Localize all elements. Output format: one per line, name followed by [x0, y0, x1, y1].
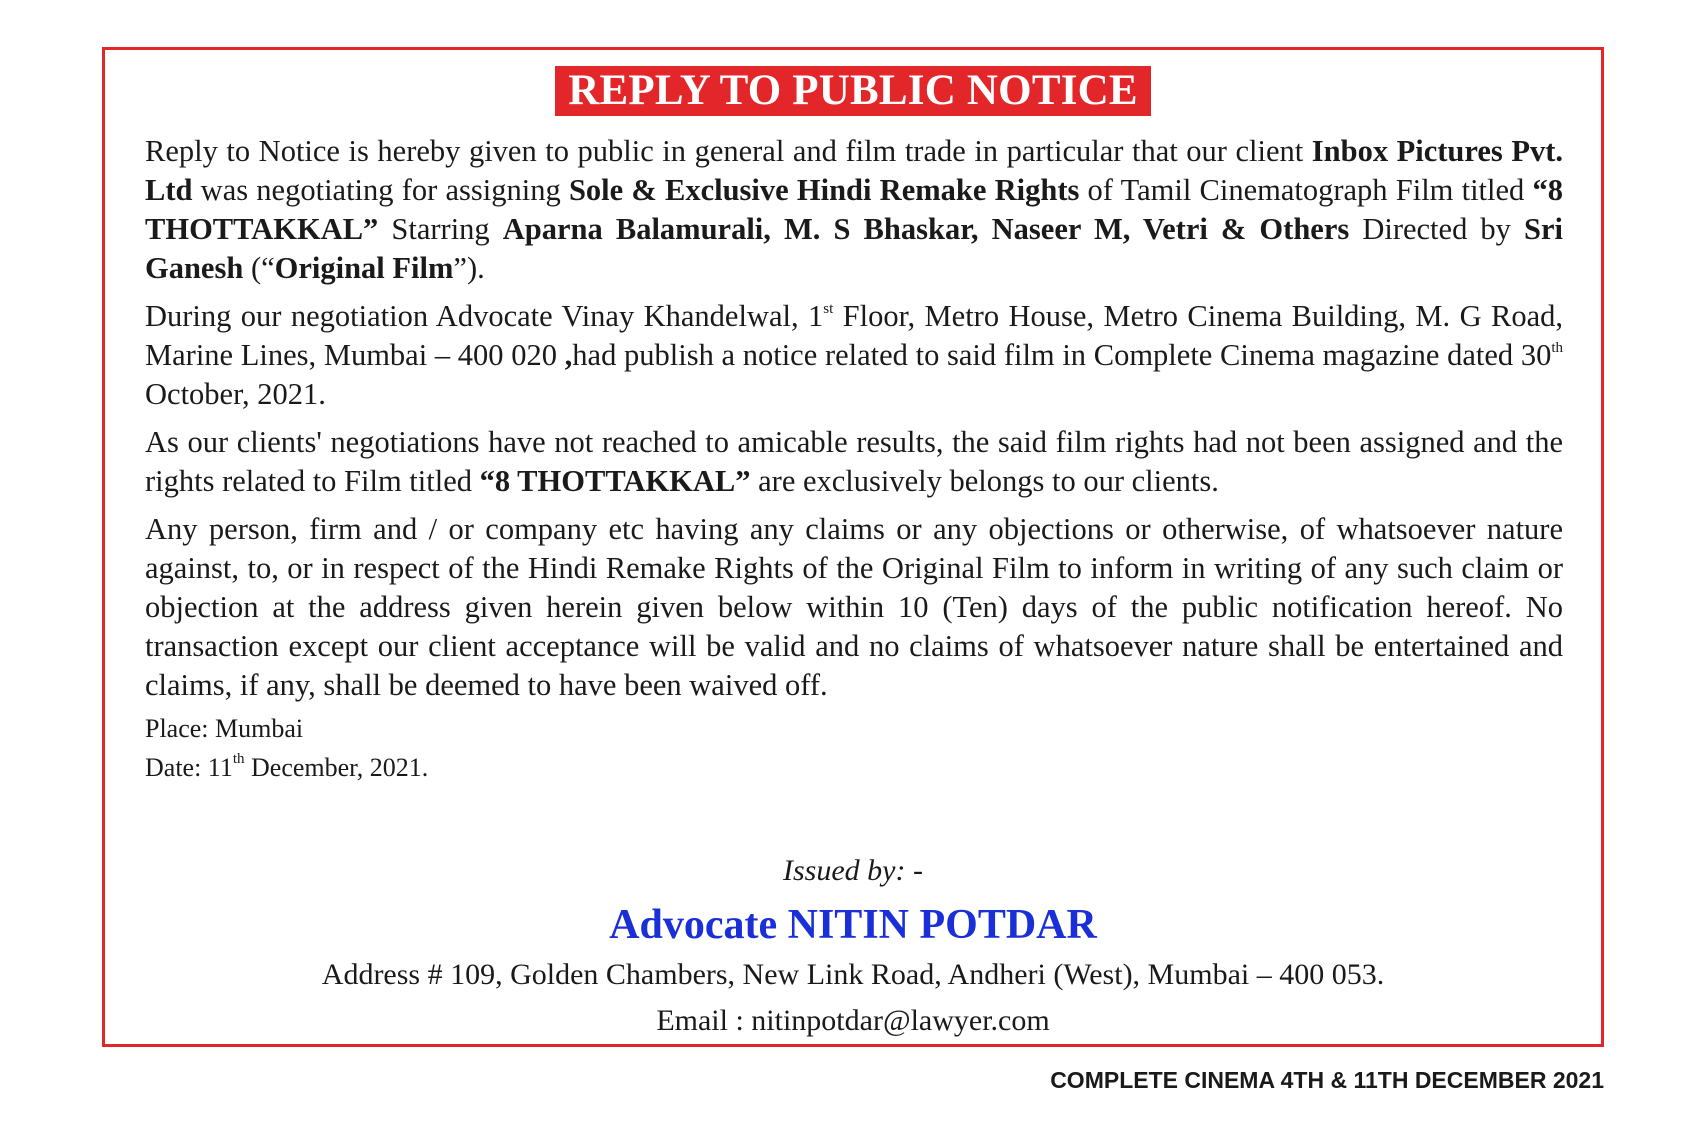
p3-text-1: As our clients' negotiations have not reached to amicable results, the said film rights had not been assigned and the rights related to Film titled: [145, 425, 1563, 498]
p1-text-7: ”).: [453, 251, 485, 285]
p1-text-3: of Tamil Cinematograph Film titled: [1079, 173, 1533, 207]
notice-body: [145, 132, 1563, 792]
paragraph-negotiation: [145, 132, 1563, 288]
date: [145, 753, 1563, 783]
advocate-email: Email : nitinpotdar@lawyer.com: [656, 1004, 1050, 1037]
film-title: “8 THOTTAKKAL”: [145, 173, 1563, 246]
issued-by: Issued by: -: [783, 854, 923, 887]
date-text-2: December, 2021.: [244, 753, 429, 782]
film-cast: Aparna Balamurali, M. S Bhaskar, Naseer M, Vetri & Others: [502, 212, 1350, 246]
paragraph-prior-notice: [145, 297, 1563, 414]
p1-text-4: Starring: [378, 212, 503, 246]
p2-text-1: During our negotiation Advocate Vinay Khandelwal, 1: [145, 299, 824, 333]
rights-type: Sole & Exclusive Hindi Remake Rights: [568, 173, 1080, 207]
film-director: Sri Ganesh: [145, 212, 1563, 285]
publication-footer: COMPLETE CINEMA 4TH & 11TH DECEMBER 2021: [1050, 1067, 1604, 1093]
p1-text-2: was negotiating for assigning: [192, 173, 569, 207]
p1-text-1: Reply to Notice is hereby given to public in general and film trade in particular that our client: [145, 134, 1312, 168]
date-superscript: th: [232, 751, 245, 767]
p2-superscript-2: th: [1551, 340, 1563, 356]
p3-text-2: are exclusively belongs to our clients.: [750, 464, 1219, 498]
notice-title-wrap: [105, 66, 1601, 116]
p1-text-6: (“: [243, 251, 275, 285]
original-film-label: Original Film: [274, 251, 454, 285]
p1-text-5: Directed by: [1349, 212, 1525, 246]
place: Place: Mumbai: [145, 714, 304, 743]
client-name: Inbox Pictures Pvt. Ltd: [145, 134, 1563, 207]
advocate-name: Advocate NITIN POTDAR: [609, 902, 1097, 948]
notice-title: REPLY TO PUBLIC NOTICE: [555, 66, 1151, 116]
film-title-2: “8 THOTTAKKAL”: [479, 464, 751, 498]
p2-bold-comma: ,: [564, 338, 573, 372]
p2-text-4: October, 2021.: [145, 377, 326, 411]
date-text-1: Date: 11: [145, 753, 233, 782]
p2-superscript-1: st: [823, 301, 834, 317]
p2-text-2: Floor, Metro House, Metro Cinema Building, M. G Road, Marine Lines, Mumbai – 400 020: [145, 299, 1563, 372]
paragraph-claims: Any person, firm and / or company etc having any claims or any objections or otherwise, of whatsoever nature against, to, or in respect of the Hindi Remake Rights of the Original Film to inform in writing of any such claim or objection at the address given herein given below within 10 (Ten) days of the public notification hereof. No transaction except our client acceptance will be valid and no claims of whatsoever nature shall be entertained and claims, if any, shall be deemed to have been waived off.: [145, 512, 1563, 702]
notice-frame: [102, 47, 1604, 1047]
paragraph-rights-status: [145, 423, 1563, 501]
advocate-address: Address # 109, Golden Chambers, New Link Road, Andheri (West), Mumbai – 400 053.: [321, 958, 1385, 991]
p2-text-3: had publish a notice related to said film in Complete Cinema magazine dated 30: [572, 338, 1552, 372]
